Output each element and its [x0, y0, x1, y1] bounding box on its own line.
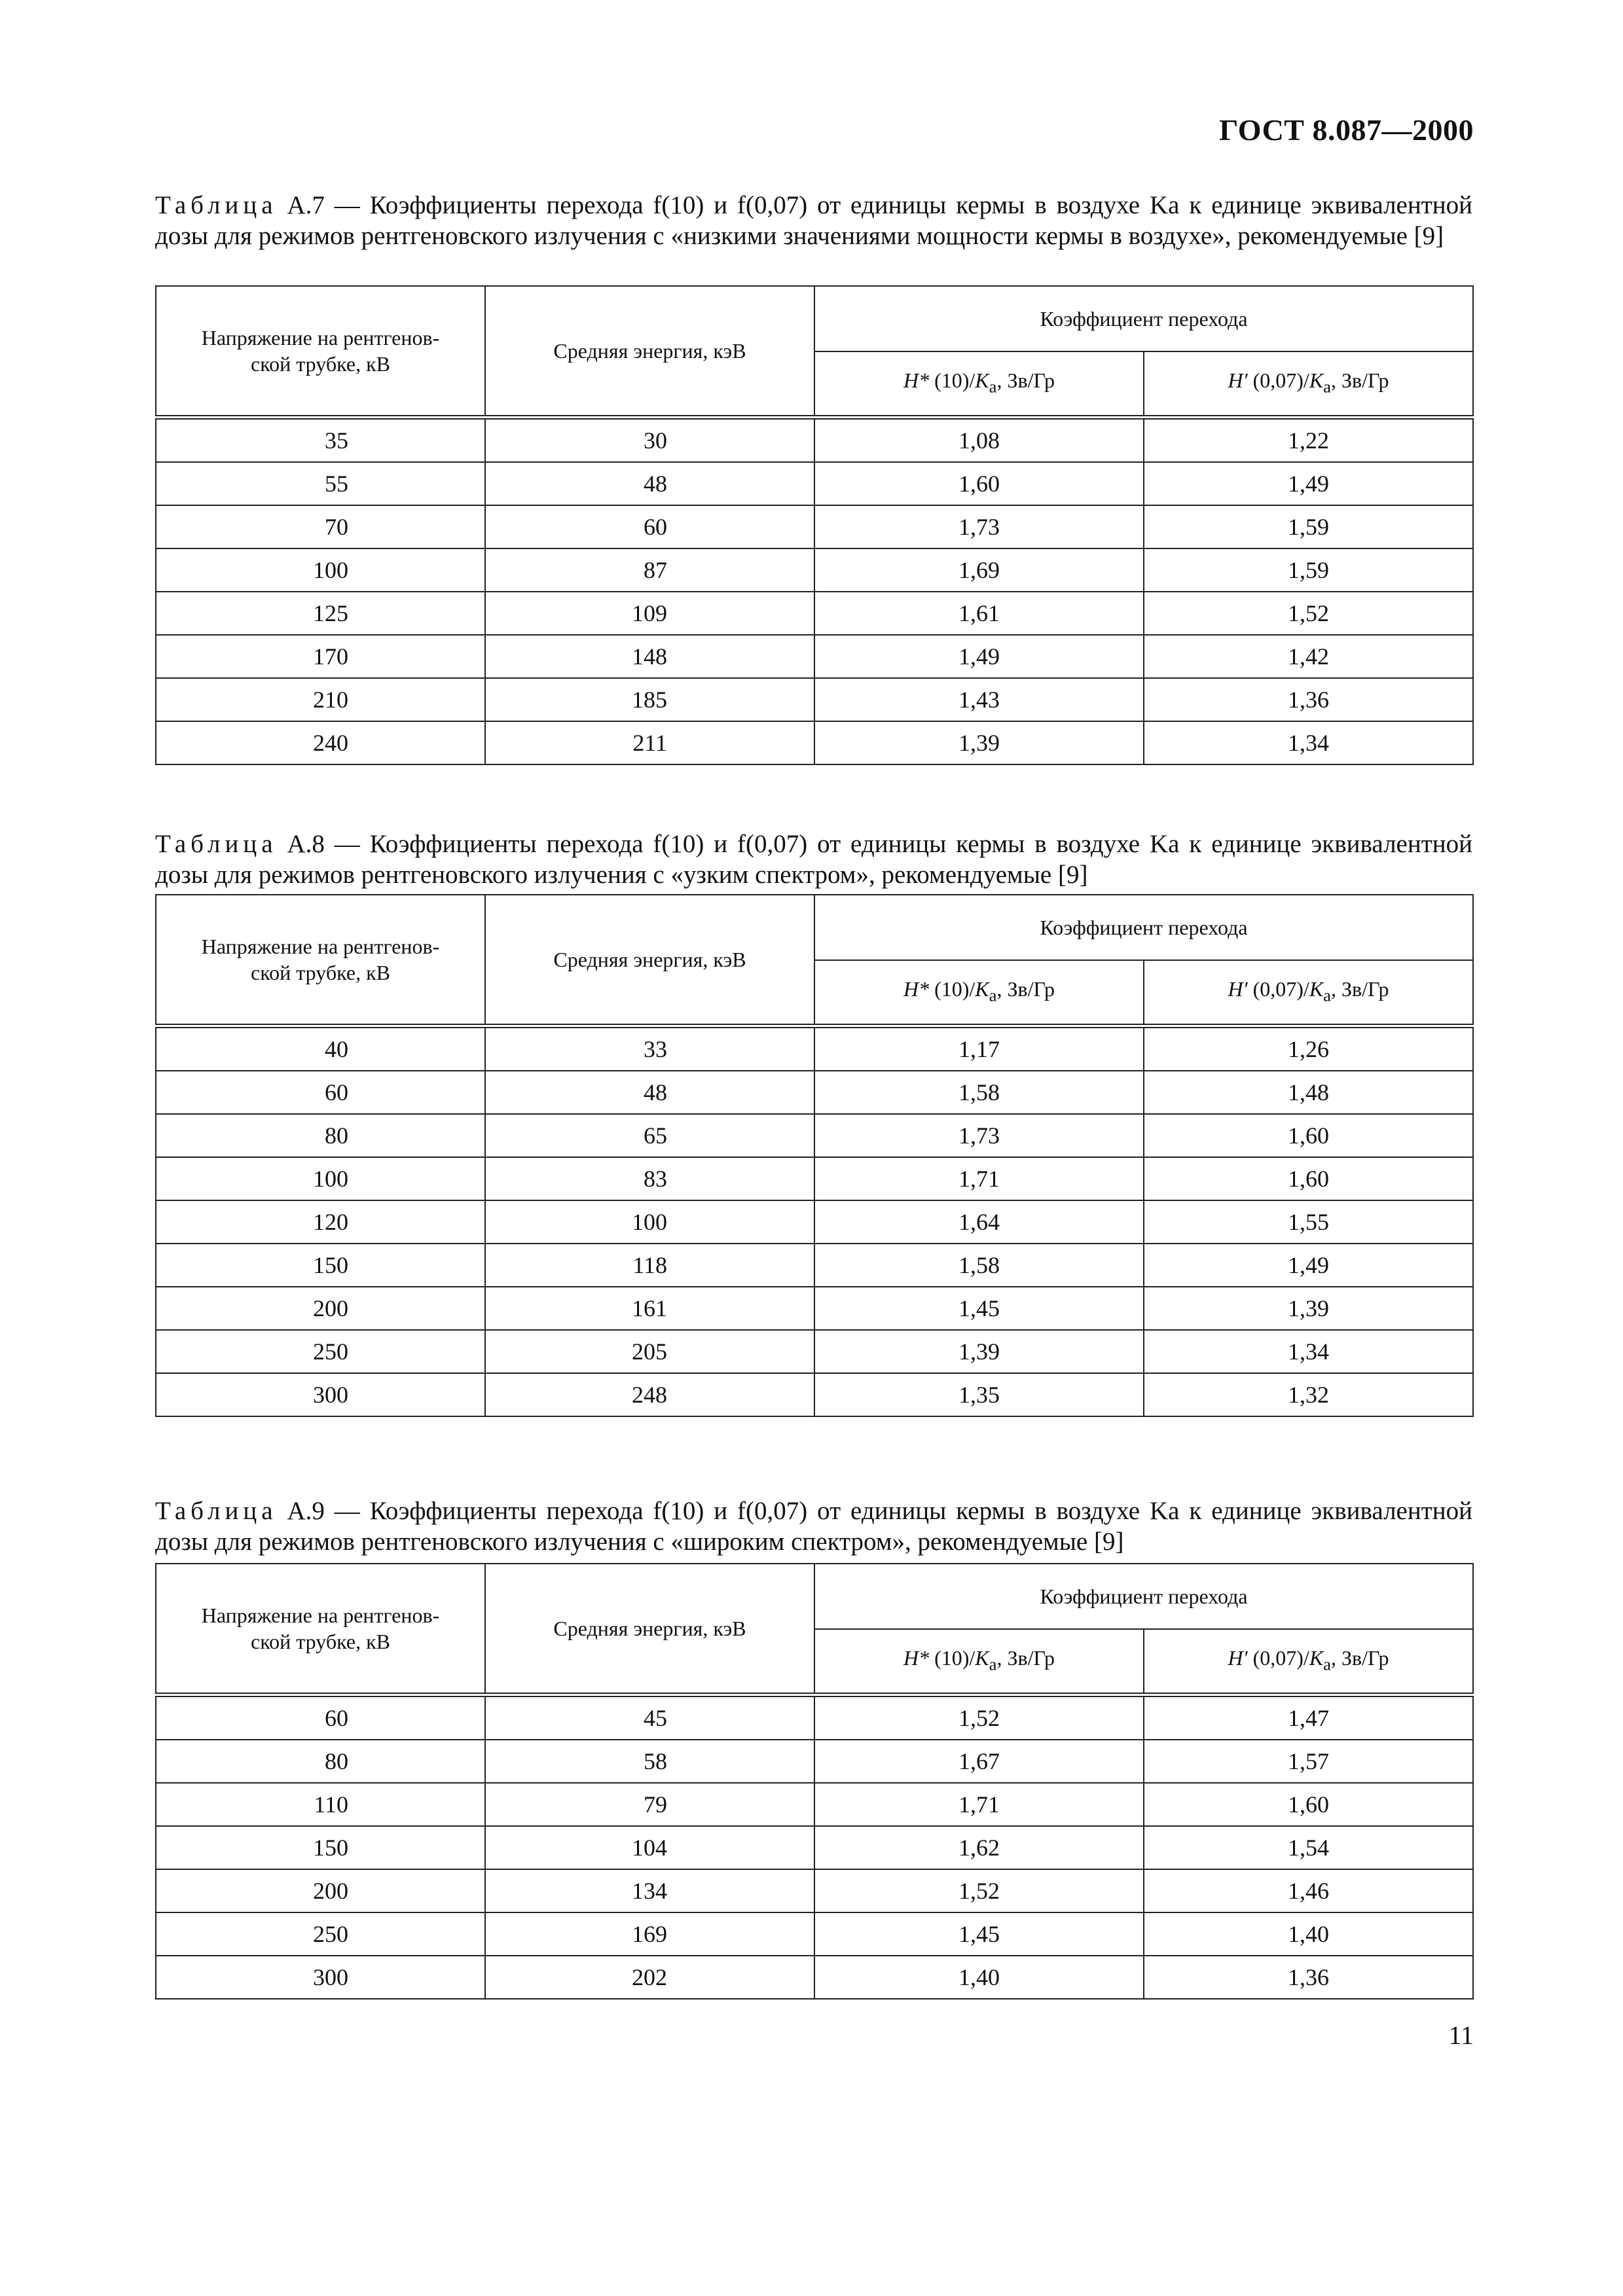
header-coef: Коэффициент перехода [814, 286, 1473, 351]
cell-voltage: 210 [156, 678, 485, 721]
caption-text: А.7 — Коэффициенты перехода f(10) и f(0,07) от единицы кермы в воздухе Ka к единице эквивалентной дозы для режимов рентгеновского излучения с «низкими значениями мощности кермы в воздухе», рекомендуемые [9] [155, 191, 1472, 250]
cell-h10: 1,45 [814, 1912, 1144, 1956]
cell-h007: 1,39 [1144, 1287, 1473, 1330]
cell-h007: 1,34 [1144, 1330, 1473, 1373]
header-h10: H* $(10)/K_a$, Зв/Гр [814, 960, 1144, 1026]
cell-h007: 1,59 [1144, 548, 1473, 592]
cell-voltage: 70 [156, 505, 485, 548]
cell-energy: 65 [485, 1114, 814, 1157]
cell-h10: 1,73 [814, 1114, 1144, 1157]
cell-energy: 118 [485, 1244, 814, 1287]
cell-h007: 1,47 [1144, 1695, 1473, 1740]
cell-energy: 45 [485, 1695, 814, 1740]
caption-label: Таблица [155, 191, 278, 219]
header-voltage: Напряжение на рентгенов- ской трубке, кВ [156, 286, 485, 417]
caption-label: Таблица [155, 1497, 278, 1525]
table-a7 [155, 285, 1474, 765]
header-h007: H′ $(0,07)/K_a$, Зв/Гр [1144, 1629, 1473, 1695]
cell-voltage: 35 [156, 417, 485, 462]
cell-h10: 1,60 [814, 462, 1144, 505]
cell-h007: 1,49 [1144, 1244, 1473, 1287]
cell-voltage: 170 [156, 635, 485, 678]
cell-energy: 33 [485, 1026, 814, 1071]
cell-voltage: 60 [156, 1071, 485, 1114]
table-row [156, 1026, 1473, 1071]
cell-voltage: 55 [156, 462, 485, 505]
cell-energy: 87 [485, 548, 814, 592]
cell-h007: 1,57 [1144, 1740, 1473, 1783]
cell-h10: 1,64 [814, 1200, 1144, 1244]
cell-h007: 1,54 [1144, 1826, 1473, 1869]
cell-energy: 248 [485, 1373, 814, 1416]
table-row [156, 1071, 1473, 1114]
cell-h10: 1,45 [814, 1287, 1144, 1330]
header-energy: Средняя энергия, кэВ [485, 895, 814, 1026]
cell-h007: 1,60 [1144, 1114, 1473, 1157]
cell-h007: 1,36 [1144, 678, 1473, 721]
cell-voltage: 200 [156, 1869, 485, 1912]
cell-h007: 1,42 [1144, 635, 1473, 678]
cell-h007: 1,55 [1144, 1200, 1473, 1244]
table-row [156, 1114, 1473, 1157]
cell-h007: 1,34 [1144, 721, 1473, 764]
table-row [156, 1244, 1473, 1287]
cell-voltage: 110 [156, 1783, 485, 1826]
table-row [156, 1869, 1473, 1912]
cell-energy: 169 [485, 1912, 814, 1956]
cell-h10: 1,39 [814, 1330, 1144, 1373]
header-h007: H′ $(0,07)/K_a$, Зв/Гр [1144, 960, 1473, 1026]
cell-h10: 1,71 [814, 1783, 1144, 1826]
cell-voltage: 100 [156, 1157, 485, 1200]
cell-h007: 1,60 [1144, 1783, 1473, 1826]
table-row [156, 592, 1473, 635]
header-voltage: Напряжение на рентгенов- ской трубке, кВ [156, 1564, 485, 1695]
table-a9 [155, 1563, 1474, 2000]
cell-energy: 161 [485, 1287, 814, 1330]
table-row [156, 721, 1473, 764]
cell-energy: 58 [485, 1740, 814, 1783]
cell-h10: 1,69 [814, 548, 1144, 592]
cell-h007: 1,60 [1144, 1157, 1473, 1200]
table-row [156, 1956, 1473, 1999]
cell-energy: 205 [485, 1330, 814, 1373]
cell-h007: 1,36 [1144, 1956, 1473, 1999]
cell-voltage: 60 [156, 1695, 485, 1740]
table-row [156, 1826, 1473, 1869]
document-id: ГОСТ 8.087—2000 [1219, 113, 1474, 147]
cell-h10: 1,52 [814, 1695, 1144, 1740]
cell-voltage: 200 [156, 1287, 485, 1330]
cell-energy: 60 [485, 505, 814, 548]
cell-h007: 1,40 [1144, 1912, 1473, 1956]
header-h10: H* $(10)/K_a$, Зв/Гр [814, 351, 1144, 417]
cell-voltage: 125 [156, 592, 485, 635]
header-h007: H′ $(0,07)/K_a$, Зв/Гр [1144, 351, 1473, 417]
cell-h10: 1,40 [814, 1956, 1144, 1999]
cell-energy: 202 [485, 1956, 814, 1999]
table-row [156, 1287, 1473, 1330]
caption-text: А.8 — Коэффициенты перехода f(10) и f(0,07) от единицы кермы в воздухе Ka к единице эквивалентной дозы для режимов рентгеновского излучения с «узким спектром», рекомендуемые [9] [155, 830, 1472, 889]
cell-h007: 1,48 [1144, 1071, 1473, 1114]
table-caption-a7 [155, 190, 1472, 251]
table-row [156, 1783, 1473, 1826]
cell-energy: 134 [485, 1869, 814, 1912]
table-row [156, 1157, 1473, 1200]
header-h10: H* $(10)/K_a$, Зв/Гр [814, 1629, 1144, 1695]
cell-h007: 1,26 [1144, 1026, 1473, 1071]
cell-voltage: 300 [156, 1956, 485, 1999]
cell-h10: 1,73 [814, 505, 1144, 548]
cell-energy: 30 [485, 417, 814, 462]
cell-energy: 48 [485, 462, 814, 505]
caption-label: Таблица [155, 830, 278, 858]
table-row [156, 417, 1473, 462]
cell-h10: 1,58 [814, 1244, 1144, 1287]
cell-voltage: 80 [156, 1740, 485, 1783]
cell-energy: 104 [485, 1826, 814, 1869]
header-coef: Коэффициент перехода [814, 895, 1473, 960]
table-row [156, 1330, 1473, 1373]
cell-voltage: 100 [156, 548, 485, 592]
table-row [156, 678, 1473, 721]
table-a8 [155, 894, 1474, 1417]
cell-h10: 1,62 [814, 1826, 1144, 1869]
cell-h007: 1,22 [1144, 417, 1473, 462]
cell-voltage: 300 [156, 1373, 485, 1416]
table-body [156, 1026, 1473, 1416]
cell-h10: 1,43 [814, 678, 1144, 721]
cell-h007: 1,59 [1144, 505, 1473, 548]
cell-h007: 1,32 [1144, 1373, 1473, 1416]
cell-h007: 1,49 [1144, 462, 1473, 505]
cell-h10: 1,71 [814, 1157, 1144, 1200]
table-row [156, 1912, 1473, 1956]
cell-h10: 1,67 [814, 1740, 1144, 1783]
cell-h10: 1,39 [814, 721, 1144, 764]
cell-h10: 1,58 [814, 1071, 1144, 1114]
table-caption-a9 [155, 1496, 1472, 1557]
cell-voltage: 80 [156, 1114, 485, 1157]
cell-h10: 1,35 [814, 1373, 1144, 1416]
table-row [156, 505, 1473, 548]
cell-h007: 1,52 [1144, 592, 1473, 635]
cell-energy: 79 [485, 1783, 814, 1826]
table-row [156, 462, 1473, 505]
cell-energy: 83 [485, 1157, 814, 1200]
cell-voltage: 250 [156, 1912, 485, 1956]
table-row [156, 1373, 1473, 1416]
table-body [156, 417, 1473, 764]
header-voltage: Напряжение на рентгенов- ской трубке, кВ [156, 895, 485, 1026]
cell-h007: 1,46 [1144, 1869, 1473, 1912]
caption-text: А.9 — Коэффициенты перехода f(10) и f(0,07) от единицы кермы в воздухе Ka к единице эквивалентной дозы для режимов рентгеновского излучения с «широким спектром», рекомендуемые [9] [155, 1497, 1472, 1556]
table-row [156, 1695, 1473, 1740]
cell-energy: 109 [485, 592, 814, 635]
table-row [156, 1740, 1473, 1783]
page-number: 11 [1448, 2020, 1474, 2050]
table-caption-a8 [155, 829, 1472, 890]
header-coef: Коэффициент перехода [814, 1564, 1473, 1629]
header-energy: Средняя энергия, кэВ [485, 1564, 814, 1695]
cell-h10: 1,61 [814, 592, 1144, 635]
cell-h10: 1,49 [814, 635, 1144, 678]
cell-voltage: 250 [156, 1330, 485, 1373]
cell-h10: 1,17 [814, 1026, 1144, 1071]
cell-h10: 1,08 [814, 417, 1144, 462]
table-body [156, 1695, 1473, 1999]
cell-voltage: 120 [156, 1200, 485, 1244]
cell-voltage: 150 [156, 1244, 485, 1287]
table-row [156, 548, 1473, 592]
cell-voltage: 150 [156, 1826, 485, 1869]
table-row [156, 1200, 1473, 1244]
header-energy: Средняя энергия, кэВ [485, 286, 814, 417]
cell-energy: 48 [485, 1071, 814, 1114]
cell-h10: 1,52 [814, 1869, 1144, 1912]
table-row [156, 635, 1473, 678]
cell-energy: 100 [485, 1200, 814, 1244]
cell-energy: 148 [485, 635, 814, 678]
cell-voltage: 240 [156, 721, 485, 764]
cell-energy: 185 [485, 678, 814, 721]
cell-energy: 211 [485, 721, 814, 764]
cell-voltage: 40 [156, 1026, 485, 1071]
